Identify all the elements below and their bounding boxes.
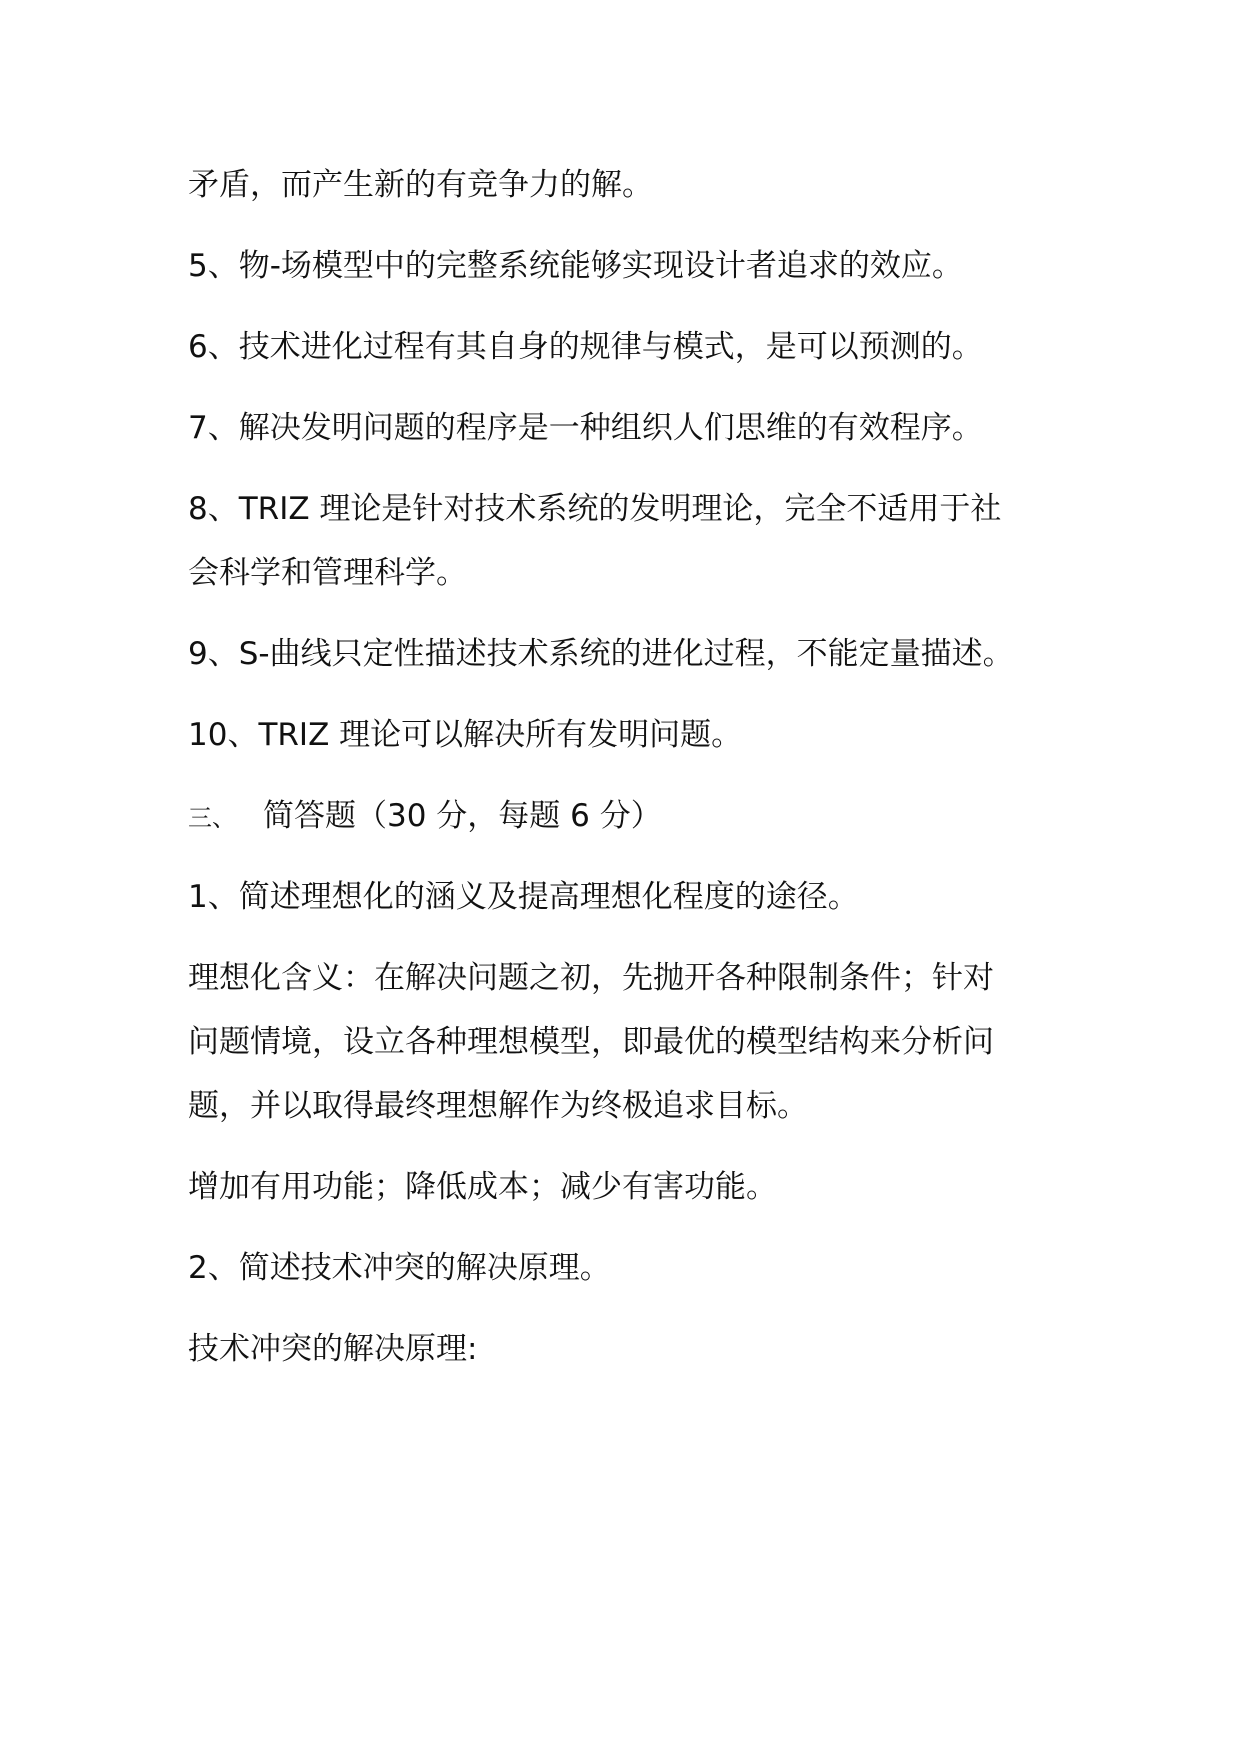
statement-6: 6、技术进化过程有其自身的规律与模式，是可以预测的。	[188, 329, 983, 365]
answer-1-line-3: 题，并以取得最终理想解作为终极追求目标。	[188, 1088, 808, 1124]
section-number: 三、	[188, 804, 236, 832]
document-page	[188, 0, 1068, 1754]
section-title: 简答题（30 分，每题 6 分）	[263, 798, 662, 834]
text-line-continuation: 矛盾，而产生新的有竞争力的解。	[188, 167, 653, 203]
statement-8-line-2: 会科学和管理科学。	[188, 555, 467, 591]
answer-2-line-1: 技术冲突的解决原理:	[188, 1331, 478, 1367]
question-1: 1、简述理想化的涵义及提高理想化程度的途径。	[188, 879, 859, 915]
statement-7: 7、解决发明问题的程序是一种组织人们思维的有效程序。	[188, 410, 983, 446]
answer-1-line-2: 问题情境，设立各种理想模型，即最优的模型结构来分析问	[188, 1024, 994, 1060]
answer-1-line-1: 理想化含义：在解决问题之初，先抛开各种限制条件；针对	[188, 960, 994, 996]
answer-1-ways: 增加有用功能；降低成本；减少有害功能。	[188, 1169, 777, 1205]
question-2: 2、简述技术冲突的解决原理。	[188, 1250, 611, 1286]
statement-10: 10、TRIZ 理论可以解决所有发明问题。	[188, 717, 743, 753]
statement-5: 5、物-场模型中的完整系统能够实现设计者追求的效应。	[188, 248, 963, 284]
statement-8-line-1: 8、TRIZ 理论是针对技术系统的发明理论，完全不适用于社	[188, 491, 1002, 527]
section-heading	[188, 796, 662, 838]
statement-9: 9、S-曲线只定性描述技术系统的进化过程，不能定量描述。	[188, 636, 1014, 672]
